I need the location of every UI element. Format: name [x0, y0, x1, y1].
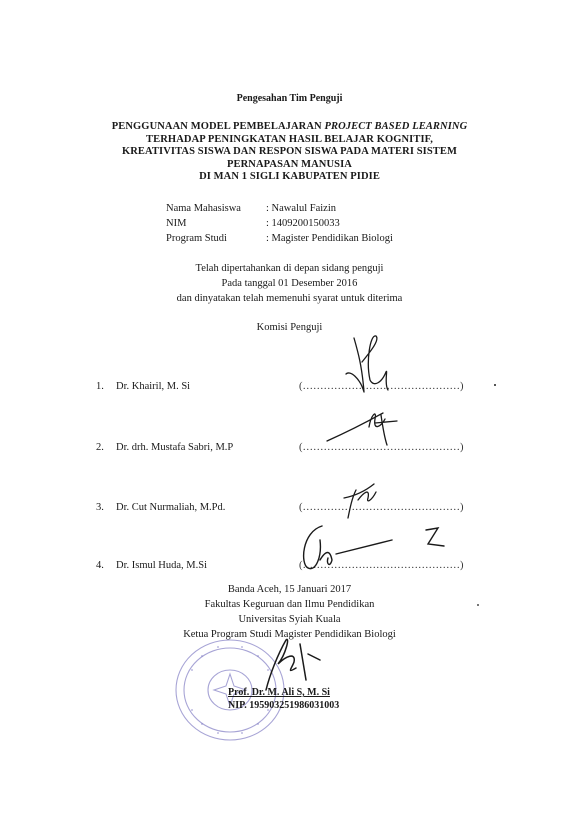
signature-2 — [325, 405, 405, 450]
title-line-4: PERNAPASAN MANUSIA — [227, 158, 352, 170]
defense-line-2: Pada tanggal 01 Desember 2016 — [221, 278, 358, 289]
thesis-title — [0, 121, 579, 184]
signer-name: Prof. Dr. M. Ali S, M. Si — [228, 687, 330, 698]
student-name-label: Nama Mahasiswa — [166, 203, 241, 214]
member-number: 1. — [96, 381, 104, 392]
defense-line-3: dan dinyatakan telah memenuhi syarat untuk diterima — [176, 293, 403, 304]
member-name: Dr. Ismul Huda, M.Si — [116, 560, 208, 571]
university-name: Universitas Syiah Kuala — [238, 614, 341, 625]
student-nim-value: : 1409200150033 — [266, 218, 340, 229]
member-number: 2. — [96, 442, 104, 453]
title-line-1-plain: PENGGUNAAN MODEL PEMBELAJARAN — [111, 121, 325, 132]
defense-line-1: Telah dipertahankan di depan sidang penguji — [195, 263, 384, 274]
title-line-1-italic: PROJECT BASED LEARNING — [324, 121, 468, 132]
signature-1 — [340, 332, 400, 398]
title-line-5: DI MAN 1 SIGLI KABUPATEN PIDIE — [199, 171, 380, 182]
student-name-value: : Nawalul Faizin — [266, 203, 336, 214]
signature-4 — [296, 520, 456, 580]
signature-3 — [330, 478, 390, 523]
page-heading: Pengesahan Tim Penguji — [236, 93, 343, 104]
title-line-1 — [0, 121, 579, 134]
member-name: Dr. Cut Nurmaliah, M.Pd. — [116, 502, 226, 513]
scan-speck — [494, 384, 496, 386]
place-date: Banda Aceh, 15 Januari 2017 — [227, 584, 352, 595]
signature-line-4: (………………………………………) — [299, 560, 464, 571]
student-program-label: Program Studi — [166, 233, 227, 244]
committee-title: Komisi Penguji — [256, 322, 323, 333]
member-number: 3. — [96, 502, 104, 513]
signer-position: Ketua Program Studi Magister Pendidikan Biologi — [183, 629, 396, 640]
member-name: Dr. drh. Mustafa Sabri, M.P — [116, 442, 234, 453]
signature-line-3: (………………………………………) — [299, 502, 464, 513]
title-line-2: TERHADAP PENINGKATAN HASIL BELAJAR KOGNITIF, — [146, 133, 433, 145]
signature-line-2: (………………………………………) — [299, 442, 464, 453]
faculty-name: Fakultas Keguruan dan Ilmu Pendidikan — [204, 599, 375, 610]
scan-speck — [477, 604, 479, 606]
member-name: Dr. Khairil, M. Si — [116, 381, 191, 392]
student-nim-label: NIM — [166, 218, 187, 229]
title-line-3: KREATIVITAS SISWA DAN RESPON SISWA PADA MATERI SISTEM — [121, 146, 458, 157]
signature-line-1: (………………………………………) — [299, 381, 464, 392]
member-number: 4. — [96, 560, 104, 571]
signer-nip: NIP. 195903251986031003 — [228, 700, 340, 711]
student-program-value: : Magister Pendidikan Biologi — [266, 233, 393, 244]
